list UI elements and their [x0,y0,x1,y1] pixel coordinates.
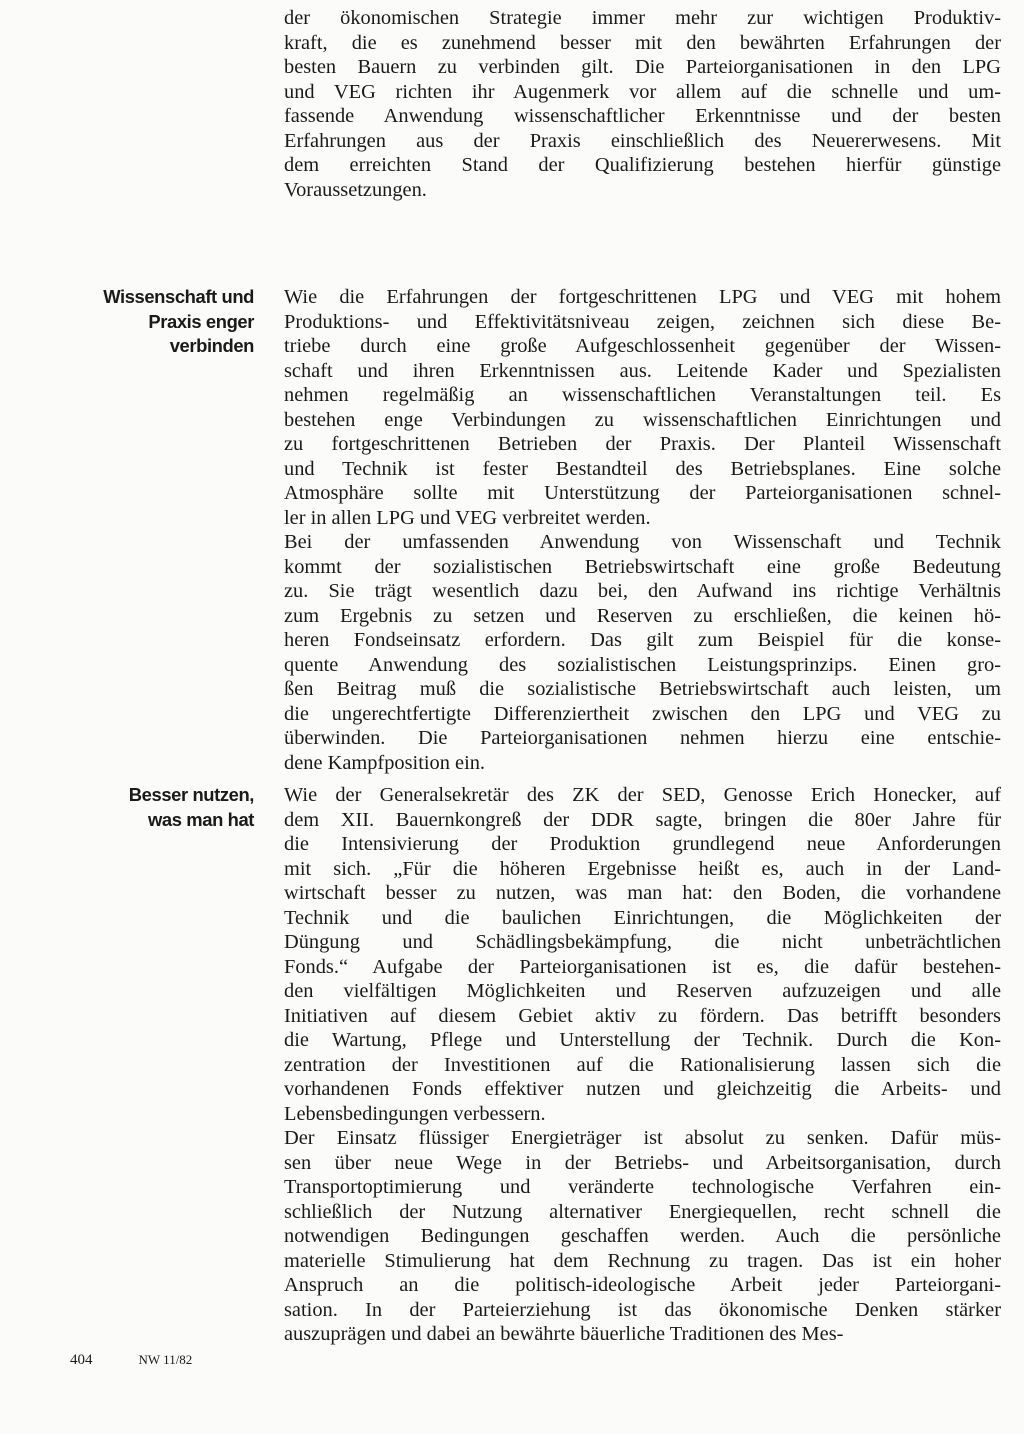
page-number: 404 [70,1352,93,1368]
text-line: die Wartung, Pflege und Unterstellung der Technik. Durch die Kon- [284,1029,1001,1051]
text-line: Bei der umfassenden Anwendung von Wissenschaft und Technik [284,531,1001,553]
text-line: kraft, die es zunehmend besser mit den bewährten Erfahrungen der [284,31,1001,54]
text-line: Fonds.“ Aufgabe der Parteiorganisationen ist es, die dafür bestehen- [284,955,1001,978]
text-line: fassende Anwendung wissenschaftlicher Erkenntnisse und der besten [284,105,1001,127]
text-line: ßen Beitrag muß die sozialistische Betriebswirtschaft auch leisten, um [284,678,1001,700]
text-line: quente Anwendung des sozialistischen Leistungsprinzips. Einen gro- [284,653,1001,676]
paragraph-science [284,285,1001,775]
text-line: zu fortgeschrittenen Betrieben der Praxis. Der Planteil Wissenschaft [284,433,1001,455]
text-line: Initiativen auf diesem Gebiet aktiv zu fördern. Das betrifft besonders [284,1004,1001,1027]
text-line: mit sich. „Für die höheren Ergebnisse heißt es, auch in der Land- [284,857,1001,880]
heading-line: Besser nutzen, [128,784,254,805]
page-footer [70,1352,192,1369]
heading-line: was man hat [148,808,254,830]
text-line: zu. Sie trägt wesentlich dazu bei, den Aufwand ins richtige Verhältnis [284,580,1001,602]
text-line: dene Kampfposition ein. [284,751,486,774]
text-line: überwinden. Die Parteiorganisationen nehmen hierzu eine entschie- [284,727,1001,749]
text-line: nehmen regelmäßig an wissenschaftlichen Veranstaltungen teil. Es [284,384,1001,406]
text-line: und Technik ist fester Bestandteil des Betriebsplanes. Eine solche [284,457,1001,480]
heading-line: Praxis enger [148,310,254,332]
text-line: zentration der Investitionen auf die Rationalisierung lassen sich die [284,1053,1001,1076]
side-heading-science [60,285,254,359]
text-line: auszuprägen und dabei an bewährte bäuerliche Traditionen des Mes- [284,1323,844,1345]
text-line: Produktions- und Effektivitätsniveau zeigen, zeichnen sich diese Be- [284,310,1001,333]
text-line: dem erreichten Stand der Qualifizierung bestehen hierfür günstige [284,154,1001,176]
text-line: besten Bauern zu verbinden gilt. Die Parteiorganisationen in den LPG [284,56,1001,78]
text-line: sation. In der Parteierziehung ist das ökonomische Denken stärker [284,1298,1001,1321]
text-line: schließlich der Nutzung alternativer Energiequellen, recht schnell die [284,1200,1001,1223]
paragraph-intro [284,6,1001,202]
text-line: Wie der Generalsekretär des ZK der SED, Genosse Erich Honecker, auf [284,784,1001,806]
text-line: Lebensbedingungen verbessern. [284,1102,546,1125]
text-line: Düngung und Schädlingsbekämpfung, die nicht unbeträchtlichen [284,931,1001,953]
text-line: zum Ergebnis zu setzen und Reserven zu erschließen, die keinen hö- [284,604,1001,627]
paragraph-use [284,783,1001,1347]
text-line: wirtschaft besser zu nutzen, was man hat: den Boden, die vorhandene [284,882,1001,904]
side-heading-use [60,783,254,832]
text-line: den vielfältigen Möglichkeiten und Reserven aufzuzeigen und alle [284,980,1001,1002]
text-line: bestehen enge Verbindungen zu wissenschaftlichen Einrichtungen und [284,408,1001,431]
text-line: Technik und die baulichen Einrichtungen, die Möglichkeiten der [284,906,1001,929]
heading-line: Wissenschaft und [103,286,254,307]
text-line: die Intensivierung der Produktion grundlegend neue Anforderungen [284,833,1001,855]
text-line: Anspruch an die politisch-ideologische Arbeit jeder Parteiorgani- [284,1274,1001,1296]
text-line: Transportoptimierung und veränderte technologische Verfahren ein- [284,1176,1001,1198]
text-line: schaft und ihren Erkenntnissen aus. Leitende Kader und Spezialisten [284,359,1001,382]
text-line: notwendigen Bedingungen geschaffen werden. Auch die persönliche [284,1225,1001,1247]
text-line: und VEG richten ihr Augenmerk vor allem auf die schnelle und um- [284,80,1001,103]
text-line: heren Fondseinsatz erfordern. Das gilt zum Beispiel für die konse- [284,629,1001,651]
text-line: der ökonomischen Strategie immer mehr zur wichtigen Produktiv- [284,7,1001,29]
text-line: die ungerechtfertigte Differenziertheit zwischen den LPG und VEG zu [284,702,1001,725]
text-line: Atmosphäre sollte mit Unterstützung der Parteiorganisationen schnel- [284,482,1001,504]
text-line: materielle Stimulierung hat dem Rechnung zu tragen. Das ist ein hoher [284,1249,1001,1272]
journal-issue: NW 11/82 [138,1352,193,1367]
text-line: vorhandenen Fonds effektiver nutzen und gleichzeitig die Arbeits- und [284,1078,1001,1100]
text-line: Wie die Erfahrungen der fortgeschrittenen LPG und VEG mit hohem [284,286,1001,308]
text-line: sen über neue Wege in der Betriebs- und Arbeitsorganisation, durch [284,1151,1001,1174]
text-line: Erfahrungen aus der Praxis einschließlich des Neuererwesens. Mit [284,129,1001,152]
text-line: Voraussetzungen. [284,178,427,201]
heading-line: verbinden [169,335,254,356]
text-line: ler in allen LPG und VEG verbreitet werden. [284,506,651,529]
text-line: Der Einsatz flüssiger Energieträger ist absolut zu senken. Dafür müs- [284,1127,1001,1149]
text-line: kommt der sozialistischen Betriebswirtschaft eine große Bedeutung [284,555,1001,578]
text-line: triebe durch eine große Aufgeschlossenheit gegenüber der Wissen- [284,335,1001,357]
text-line: dem XII. Bauernkongreß der DDR sagte, bringen die 80er Jahre für [284,808,1001,831]
